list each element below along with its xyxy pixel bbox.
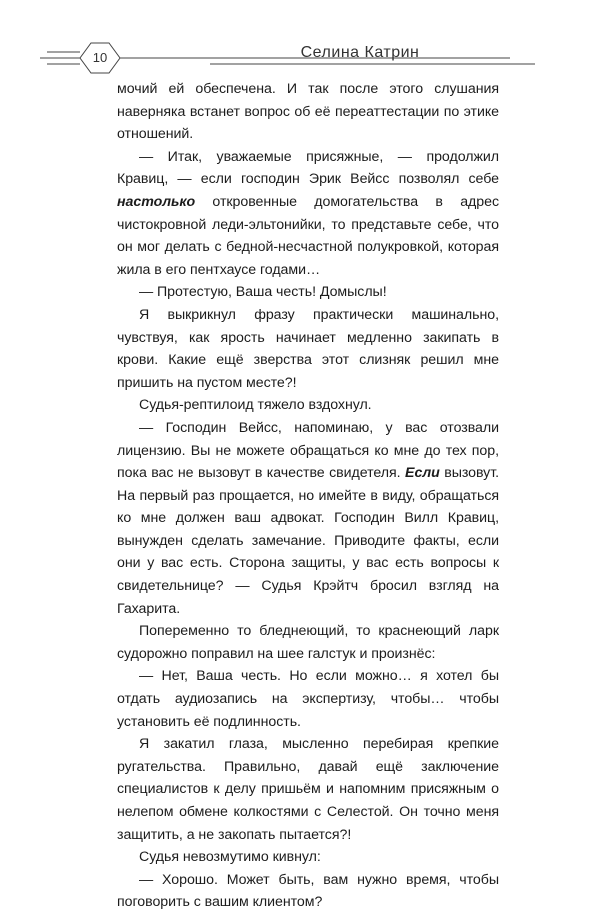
header-ornament (0, 0, 600, 80)
paragraph: Я выкрикнул фразу практически машинально, чувствуя, как ярость начинает медленно закипать в крови. Какие ещё зверства этот слизняк решил мне пришить на пустом месте?! (117, 306, 499, 391)
text-span: вызовут. На первый раз прощается, но имейте в виду, обращаться ко мне должен ваш адвокат. Господин Вилл Кравиц, вынужден сделать замечание. Приводите факты, если они у вас есть. Сторона защиты, у вас есть вопросы к свидетельнице? — Судья Крэйтч бросил взгляд на Гахарита. (117, 465, 499, 617)
paragraph: Судья невозмутимо кивнул: (139, 849, 321, 866)
paragraph: Попеременно то бледнеющий, то краснеющий ларк судорожно поправил на шее галстук и произнёс: (117, 623, 499, 662)
text-span: откровенные домогательства в адрес чистокровной леди-эльтонийки, то представьте себе, что он мог делать с бедной-несчастной полукровкой, которая жила в его пентхаусе годами… (117, 193, 499, 278)
paragraph (117, 146, 499, 282)
body-text (117, 78, 499, 914)
text-span: — Господин Вейсс, напоминаю, у вас отозвали лицензию. Вы не можете обращаться ко мне до тех пор, пока вас не вызовут в качестве свидетеля. (117, 419, 499, 482)
text-span: — Итак, уважаемые присяжные, — продолжил Кравиц, — если господин Эрик Вейсс позволял себе (117, 148, 499, 188)
paragraph: Я закатил глаза, мысленно перебирая крепкие ругательства. Правильно, давай ещё заключение специалистов к делу пришьём и напомним присяжным о нелепом обмене колкостями с Селестой. Он точно меня защитить, а не закопать пытается?! (117, 736, 499, 843)
emphasis: настолько (117, 193, 196, 210)
paragraph: мочий ей обеспечена. И так после этого слушания наверняка встанет вопрос об её переаттестации по этике отношений. (117, 81, 499, 143)
running-title: Селина Катрин (300, 44, 420, 61)
paragraph: — Хорошо. Может быть, вам нужно время, чтобы поговорить с вашим клиентом? (117, 871, 499, 911)
paragraph: Судья-рептилоид тяжело вздохнул. (139, 397, 372, 414)
emphasis: Если (404, 465, 440, 482)
page-number: 10 (92, 50, 108, 65)
paragraph (117, 417, 499, 620)
paragraph: — Нет, Ваша честь. Но если можно… я хотел бы отдать аудиозапись на экспертизу, чтобы… чтобы установить её подлинность. (117, 668, 499, 730)
paragraph: — Протестую, Ваша честь! Домыслы! (139, 284, 387, 301)
